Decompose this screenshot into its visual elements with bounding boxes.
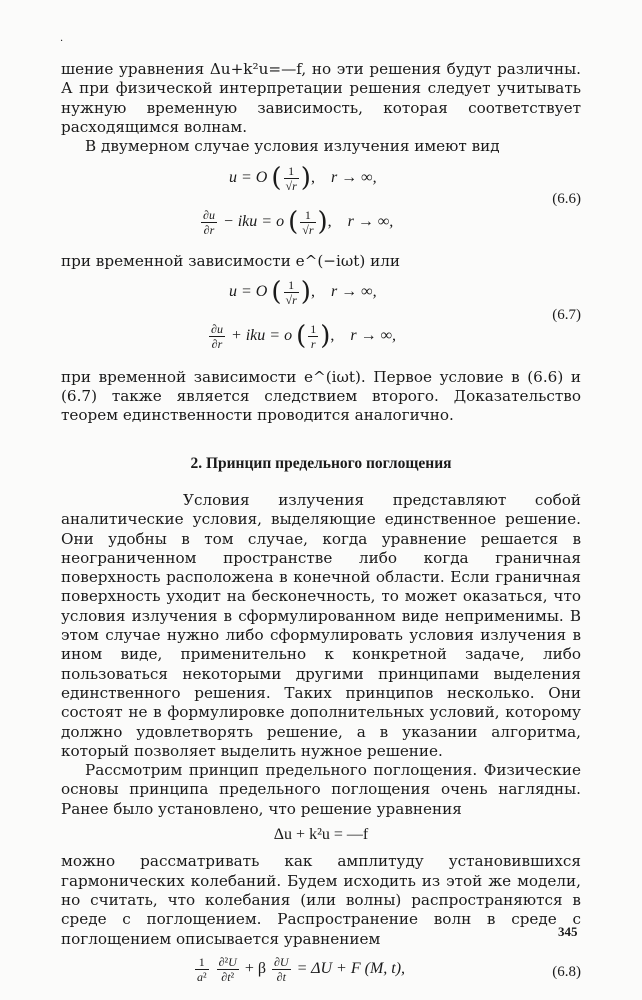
- eq68-rhs: = ΔU + F (M, t),: [296, 959, 406, 977]
- eq67-line1-cond: r → ∞,: [330, 282, 377, 300]
- eq66-line1-cond: r → ∞,: [330, 169, 377, 187]
- eq66-line2-lhs: − iku = o: [222, 213, 285, 231]
- eq68-number: (6.8): [552, 963, 581, 980]
- stray-mark: ·: [60, 36, 64, 47]
- equation-6-6: [61, 156, 581, 252]
- paragraph-4: при временной зависимости e^(iωt). Первое условие в (6.6) и (6.7) также является следствием второго. Доказательство теорем единственности проводится аналогично.: [61, 367, 581, 425]
- eq67-line2: $\frac{\partial u}{\partial r}$ + iku = o ( $\frac{1}{r}$ ), r → ∞,: [211, 320, 397, 351]
- paragraph-6: Рассмотрим принцип предельного поглощения. Физические основы принципа предельного поглощения очень наглядны. Ранее было установлено, что решение уравнения: [61, 761, 581, 818]
- page-body: [61, 60, 581, 993]
- eq66-line1: u = O ( $\frac{1}{√r}$ ), r → ∞,: [229, 163, 377, 194]
- paragraph-3: при временной зависимости e^(−iωt) или: [61, 252, 401, 271]
- paragraph-7: можно рассматривать как амплитуду установившихся гармонических колебаний. Будем исходить из этой же модели, но считать, что колебания (или волны) распространяются в среде с поглощением. Распространение волн в среде с поглощением описывается уравнением: [61, 852, 581, 948]
- equation-6-7: [61, 272, 581, 368]
- equation-helmholtz: Δu + k²u = —f: [273, 826, 369, 844]
- paragraph-1: шение уравнения Δu+k²u=—f, но эти решения будут различны. А при физической интерпретации решения следует учитывать нужную временную зависимость, которая соответствует расходящимся волнам.: [61, 60, 581, 136]
- page-number: 345: [558, 924, 578, 939]
- eq67-line2-cond: r → ∞,: [350, 326, 397, 344]
- section-heading: 2. Принцип предельного поглощения: [190, 454, 452, 472]
- paragraph-2: В двумерном случае условия излучения имеют вид: [85, 137, 500, 156]
- equation-6-8: [61, 949, 581, 993]
- eq68-line: $\frac{1}{\text{a²}}$ $\frac{\text{∂²U}}{\text{∂t²}}$ + β $\frac{\partial U}{\partial t}$ = ΔU + F (M, t),: [197, 954, 406, 984]
- paragraph-5: Условия излучения представляют собой аналитические условия, выделяющие единственное решение. Они удобны в том случае, когда уравнение решается в неограниченном пространстве либо когда граничная поверхность расположена в конечной области. Если граничная поверхность уходит на бесконечность, то может оказаться, что условия излучения в сформулированном виде неприменимы. В этом случае нужно либо сформулировать условия излучения в ином виде, применительно к конкретной задаче, либо пользоваться некоторыми другими принципами выделения единственного решения. Таких принципов несколько. Они состоят не в формулировке дополнительных условий, которому должно удовлетворять решение, а в указании алгоритма, который позволяет выделить нужное решение.: [61, 490, 581, 760]
- eq66-line1-lhs: u = O: [229, 169, 268, 187]
- eq67-line1-lhs: u = O: [229, 282, 268, 300]
- eq66-line2-cond: r → ∞,: [347, 213, 394, 231]
- eq67-line1: u = O ( $\frac{1}{√r}$ ), r → ∞,: [229, 276, 377, 307]
- eq66-line2: $\frac{\partial u}{\partial r}$ − iku = o ( $\frac{1}{√r}$ ), r → ∞,: [203, 207, 394, 238]
- eq67-line2-lhs: + iku = o: [230, 326, 293, 344]
- eq67-number: (6.7): [552, 306, 581, 323]
- eq66-number: (6.6): [552, 191, 581, 208]
